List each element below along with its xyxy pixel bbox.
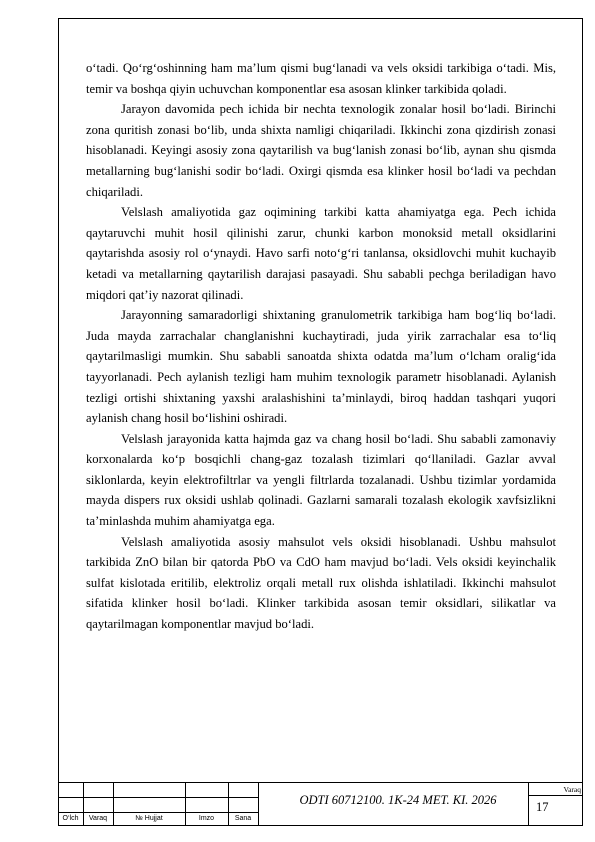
sheet-label: Varaq [563, 785, 581, 794]
col-label-imzo: Imzo [198, 815, 215, 822]
col-label-hujjat: № Hujjat [135, 815, 163, 822]
col-label-varaq: Varaq [88, 815, 108, 822]
paragraph-5: Velslash jarayonida katta hajmda gaz va chang hosil bo‘ladi. Shu sababli zamonaviy korxonalarda ko‘p bosqichli chang-gaz tozalash tizimlari qo‘llaniladi. Gazlar avval siklonlarda, keyin elektrofiltrlar va yengli filtrlarda tozalanadi. Ushbu tizimlar yordamida mayda dispers rux oksidi ushlab qolinadi. Gazlarni samarali tozalash ekologik xavfsizlikni ta’minlashda muhim ahamiyatga ega. [86, 431, 556, 529]
col-label-olch: O‘lch [62, 815, 79, 822]
paragraph-1: o‘tadi. Qo‘rg‘oshinning ham ma’lum qismi bug‘lanadi va vels oksidi tarkibiga o‘tadi. Mis, temir va boshqa qiyin uchuvchan komponentlar esa asosan klinker tarkibida qoladi. [86, 61, 556, 96]
document-code: ODTI 60712100. 1K-24 MET. KI. 2026 [299, 793, 497, 807]
paragraph-3: Velslash amaliyotida gaz oqimining tarkibi katta ahamiyatga ega. Pech ichida qaytaruvchi muhit hosil qilinishi zarur, chunki karbon monoksid metall oksidlarini qaytarishda asosiy rol o‘ynaydi. Havo sarfi noto‘g‘ri tanlansa, oksidlovchi muhit kuchayib ketadi va metallarning qaytarilish darajasi pasayadi. Shu sababli pechga beriladigan havo miqdori qat’iy nazorat qilinadi. [86, 205, 556, 302]
page-number: 17 [536, 800, 549, 814]
col-label-sana: Sana [234, 815, 252, 822]
paragraph-6: Velslash amaliyotida asosiy mahsulot vels oksidi hisoblanadi. Ushbu mahsulot tarkibida ZnO bilan bir qatorda PbO va CdO ham mavjud bo‘ladi. Vels oksidi keyinchalik sulfat kislotada eritilib, elektroliz orqali metall rux olishda ishlatiladi. Ikkinchi mahsulot sifatida klinker hosil bo‘ladi. Klinker tarkibida asosan temir oksidlari, silikatlar va qaytarilmagan komponentlar mavjud bo‘ladi. [86, 534, 556, 632]
document-body [86, 58, 556, 635]
paragraph-2: Jarayon davomida pech ichida bir nechta texnologik zonalar hosil bo‘ladi. Birinchi zona quritish zonasi bo‘lib, unda shixta namligi chiqariladi. Ikkinchi zona qizdirish zonasi hisoblanadi. Keyingi asosiy zona qaytarilish va bug‘lanish zonasi bo‘lib, aynan shu qismda metallarning bug‘lanishi sodir bo‘ladi. Oxirgi qismda esa klinker hosil bo‘ladi va pechdan chiqariladi. [86, 102, 556, 199]
paragraph-4: Jarayonning samaradorligi shixtaning granulometrik tarkibiga ham bog‘liq bo‘ladi. Juda mayda zarrachalar changlanishni kuchaytiradi, juda yirik zarrachalar esa to‘liq qaytarilmasligi mumkin. Shu sababli sanoatda shixta odatda ma’lum o‘lcham oralig‘ida tayyorlanadi. Pech aylanish tezligi ham muhim texnologik parametr hisoblanadi. Aylanish tezligi ortishi shixtaning yaxshi aralashishini ta’minlaydi, biroq haddan tashqari yuqori aylanish chang hosil bo‘lishini oshiradi. [86, 308, 556, 426]
title-block-stamp [58, 782, 583, 826]
